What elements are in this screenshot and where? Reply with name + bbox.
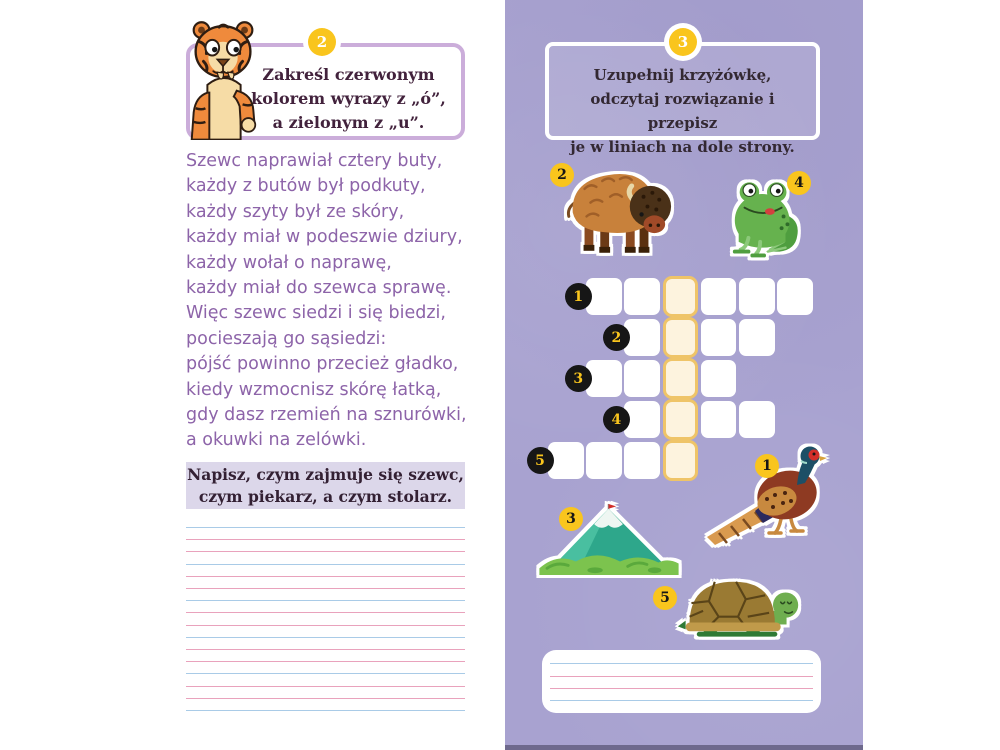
poem-line: każdy szyty był ze skóry, [186, 201, 405, 222]
crossword-row-number: 4 [603, 406, 630, 433]
exercise-number: 3 [677, 33, 689, 51]
exercise-number: 2 [316, 33, 328, 51]
pheasant-number-badge [755, 454, 779, 478]
ruled-line [186, 710, 465, 711]
turtle-sticker [673, 574, 805, 644]
ruled-line [186, 673, 465, 674]
poem-line: Więc szewc siedzi i się biedzi, [186, 303, 446, 324]
ruled-line [186, 600, 465, 601]
instruction-line: a zielonym z „u”. [272, 113, 425, 132]
right-page [505, 0, 863, 750]
ruled-line [186, 564, 465, 565]
instruction-line: Uzupełnij krzyżówkę, [593, 66, 772, 84]
ruled-line [186, 637, 465, 638]
crossword-cell[interactable] [624, 278, 660, 315]
handwriting-lines[interactable] [186, 521, 465, 717]
ruled-line [186, 576, 465, 577]
poem-line: kiedy wzmocnisz skórę łatką, [186, 379, 442, 400]
ruled-line [186, 527, 465, 528]
writing-prompt-box [186, 462, 465, 509]
ruled-line [186, 698, 465, 699]
poem-line: pójść powinno przecież gładko, [186, 354, 459, 375]
exercise-3-number-badge [669, 28, 697, 56]
turtle-icon [673, 574, 805, 640]
poem-line: każdy miał do szewca sprawę. [186, 278, 452, 299]
crossword-cell[interactable] [624, 360, 660, 397]
ruled-line [186, 649, 465, 650]
poem-line: a okuwki na zelówki. [186, 430, 367, 451]
sticker-number: 4 [794, 175, 804, 191]
poem-line: Szewc naprawiał cztery buty, [186, 151, 443, 171]
crossword-cell[interactable] [701, 401, 737, 438]
crossword-row-number: 3 [565, 365, 592, 392]
crossword-cell[interactable] [624, 442, 660, 479]
crossword-cell[interactable] [701, 360, 737, 397]
crossword-row-number: 5 [527, 447, 554, 474]
crossword-cell[interactable] [701, 278, 737, 315]
poem-line: każdy wołał o naprawę, [186, 252, 392, 273]
ruled-line [186, 551, 465, 552]
crossword-cell[interactable] [701, 319, 737, 356]
crossword-cell-highlighted[interactable] [663, 358, 699, 399]
sticker-number: 1 [762, 458, 772, 474]
solution-writing-box[interactable] [542, 650, 821, 713]
poem-line: każdy miał w podeszwie dziury, [186, 227, 463, 248]
crossword-cell[interactable] [739, 278, 775, 315]
poem-line: każdy z butów był podkuty, [186, 176, 426, 197]
ruled-line [550, 688, 813, 689]
tiger-illustration [180, 14, 268, 144]
sticker-number: 2 [557, 167, 567, 183]
ruled-line [186, 588, 465, 589]
poem-line: pocieszają go sąsiedzi: [186, 328, 387, 349]
ruled-line [550, 663, 813, 664]
frog-number-badge [787, 171, 811, 195]
tiger-icon [180, 14, 268, 140]
exercise-2-number-badge [308, 28, 336, 56]
mountain-number-badge [559, 507, 583, 531]
crossword-cell-highlighted[interactable] [663, 276, 699, 317]
exercise-2-instruction [240, 63, 457, 135]
sticker-number: 5 [660, 590, 670, 606]
instruction-line: je w liniach na dole strony. [570, 138, 795, 156]
instruction-line: Zakreśl czerwonym [262, 65, 435, 84]
poem-text [186, 149, 486, 454]
crossword-cell[interactable] [586, 442, 622, 479]
prompt-line: Napisz, czym zajmuje się szewc, [187, 464, 464, 484]
poem-line: gdy dasz rzemień na sznurówki, [186, 405, 467, 426]
crossword-cell-highlighted[interactable] [663, 440, 699, 481]
crossword-cell-highlighted[interactable] [663, 399, 699, 440]
ruled-line [550, 700, 813, 701]
crossword-row-number: 1 [565, 283, 592, 310]
bison-number-badge [550, 163, 574, 187]
crossword-cell[interactable] [739, 401, 775, 438]
ruled-line [186, 612, 465, 613]
prompt-line: czym piekarz, a czym stolarz. [198, 486, 453, 506]
turtle-number-badge [653, 586, 677, 610]
ruled-line [186, 625, 465, 626]
ruled-line [550, 676, 813, 677]
crossword-cell[interactable] [739, 319, 775, 356]
crossword-cell[interactable] [777, 278, 813, 315]
instruction-line: kolorem wyrazy z „ó”, [251, 89, 446, 108]
crossword-row-number: 2 [603, 324, 630, 351]
ruled-line [186, 539, 465, 540]
instruction-line: odczytaj rozwiązanie i przepisz [590, 90, 775, 132]
sticker-number: 3 [566, 511, 576, 527]
ruled-line [186, 661, 465, 662]
crossword-cell-highlighted[interactable] [663, 317, 699, 358]
ruled-line [186, 686, 465, 687]
